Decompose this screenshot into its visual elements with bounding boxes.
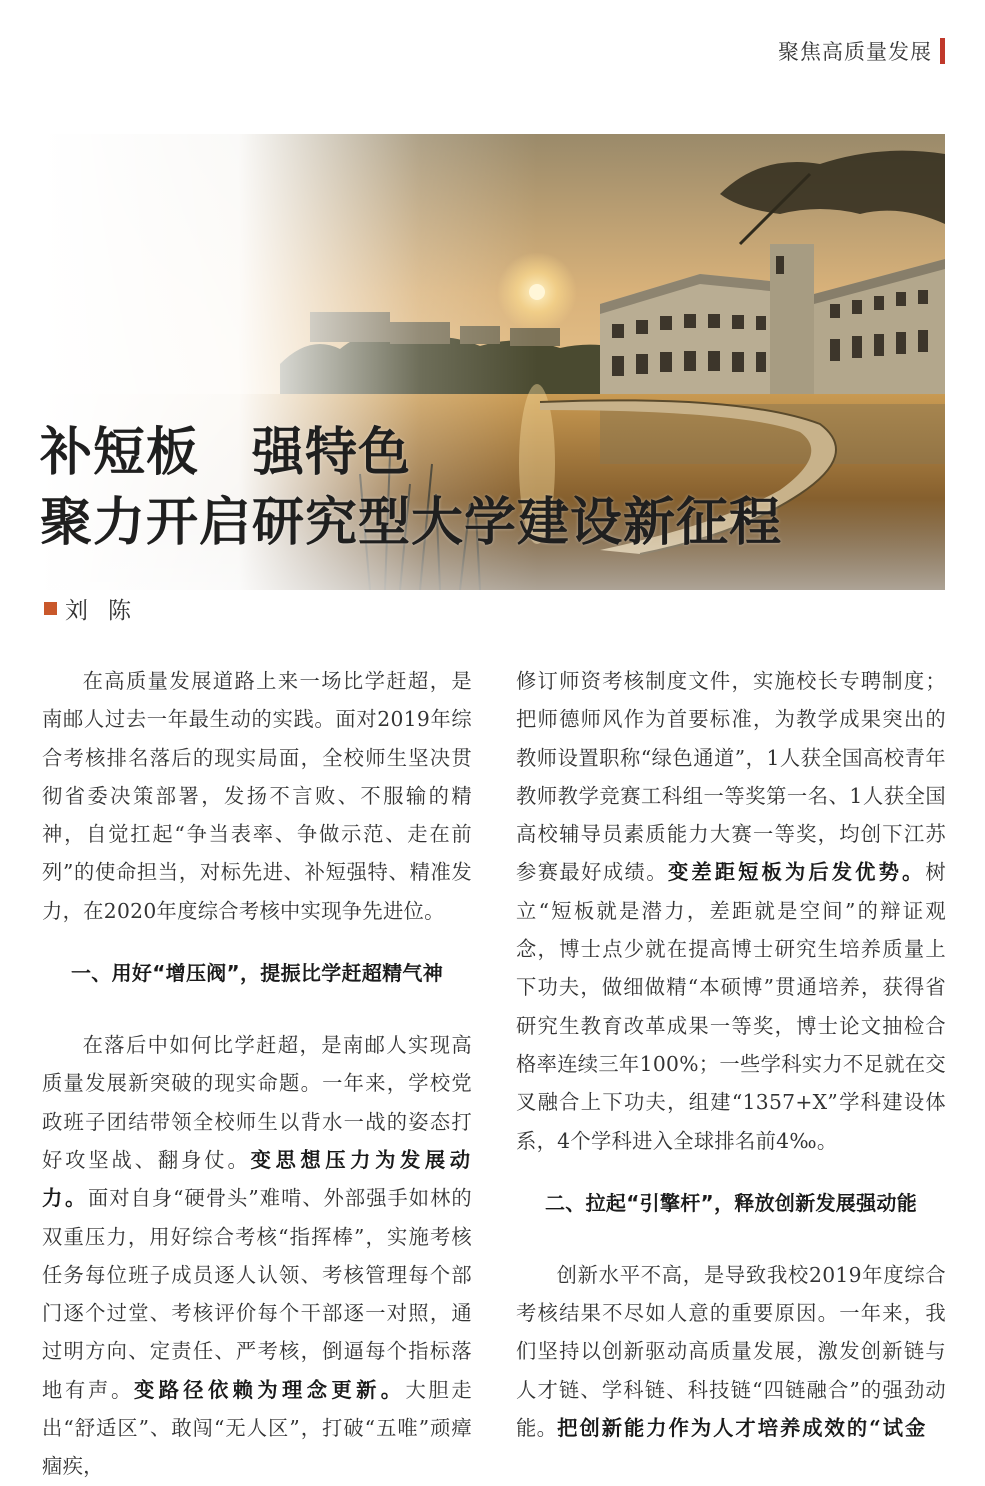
continued-text-b: 树立“短板就是潜力，差距就是空间”的辩证观念，博士点少就在提高博士研究生培养质量上下功夫，做细做精“本硕博”贯通培养，获得省研究生教育改革成果一等奖，博士论文抽检合格率连续三年100%；一些学科实力不足就在交叉融合上下功夫，组建“1357+X”学科建设体系，4个学科进入全球排名前4‰。 [516, 860, 946, 1153]
section-tag-label: 聚焦高质量发展 [778, 40, 932, 64]
section2-text-a: 创新水平不高，是导致我校2019年度综合考核结果不尽如人意的重要原因。一年来，我们坚持以创新驱动高质量发展，激发创新链与人才链、学科链、科技链“四链融合”的强劲动能。 [516, 1262, 946, 1441]
section-heading-1: 一、用好“增压阀”，提振比学赶超精气神 [71, 961, 443, 986]
section1-bold-b: 变路径依赖为理念更新。 [133, 1377, 406, 1402]
author-name: 刘陈 [65, 598, 151, 624]
continued-bold: 变差距短板为后发优势。 [667, 860, 926, 885]
article-title [40, 418, 782, 558]
section1-bold-a: 变思想压力为发展动力。 [42, 1147, 472, 1211]
section-tag-bar [940, 38, 945, 64]
byline-square-icon [44, 602, 57, 615]
section1-text-c: 大胆走出“舒适区”、敢闯“无人区”，打破“五唯”顽瘴痼疾， [42, 1377, 472, 1479]
section1-text-b: 面对自身“硬骨头”难啃、外部强手如林的双重压力，用好综合考核“指挥棒”，实施考核任务每位班子成员逐人认领、考核管理每个部门逐个过堂、考核评价每个干部逐一对照，通过明方向、定责任、严考核，倒逼每个指标落地有声。 [42, 1186, 472, 1402]
intro-paragraph: 在高质量发展道路上来一场比学赶超，是南邮人过去一年最生动的实践。面对2019年综合考核排名落后的现实局面，全校师生坚决贯彻省委决策部署，发扬不言败、不服输的精神，自觉扛起“争当表率、争做示范、走在前列”的使命担当，对标先进、补短强特、精准发力，在2020年度综合考核中实现争先进位。 [42, 669, 472, 923]
section2-paragraph [516, 1256, 946, 1447]
continued-paragraph [516, 662, 946, 1160]
left-column [42, 662, 472, 1486]
section-heading-2: 二、拉起“引擎杆”，释放创新发展强动能 [545, 1190, 917, 1215]
section1-text-a: 在落后中如何比学赶超，是南邮人实现高质量发展新突破的现实命题。一年来，学校党政班子团结带领全校师生以背水一战的姿态打好攻坚战、翻身仗。 [42, 1033, 472, 1172]
article-title-line1: 补短板 强特色 [40, 423, 412, 483]
section-tag [778, 36, 945, 66]
continued-text-a: 修订师资考核制度文件，实施校长专聘制度；把师德师风作为首要标准，为教学成果突出的教师设置职称“绿色通道”，1人获全国高校青年教师教学竞赛工科组一等奖第一名、1人获全国高校辅导员素质能力大赛一等奖，均创下江苏参赛最好成绩。 [516, 669, 946, 885]
section1-paragraph [42, 1026, 472, 1486]
article-title-line2: 聚力开启研究型大学建设新征程 [40, 493, 783, 553]
byline [44, 592, 151, 625]
section2-bold: 把创新能力作为人才培养成效的“试金 [557, 1416, 928, 1441]
right-column [516, 662, 946, 1447]
